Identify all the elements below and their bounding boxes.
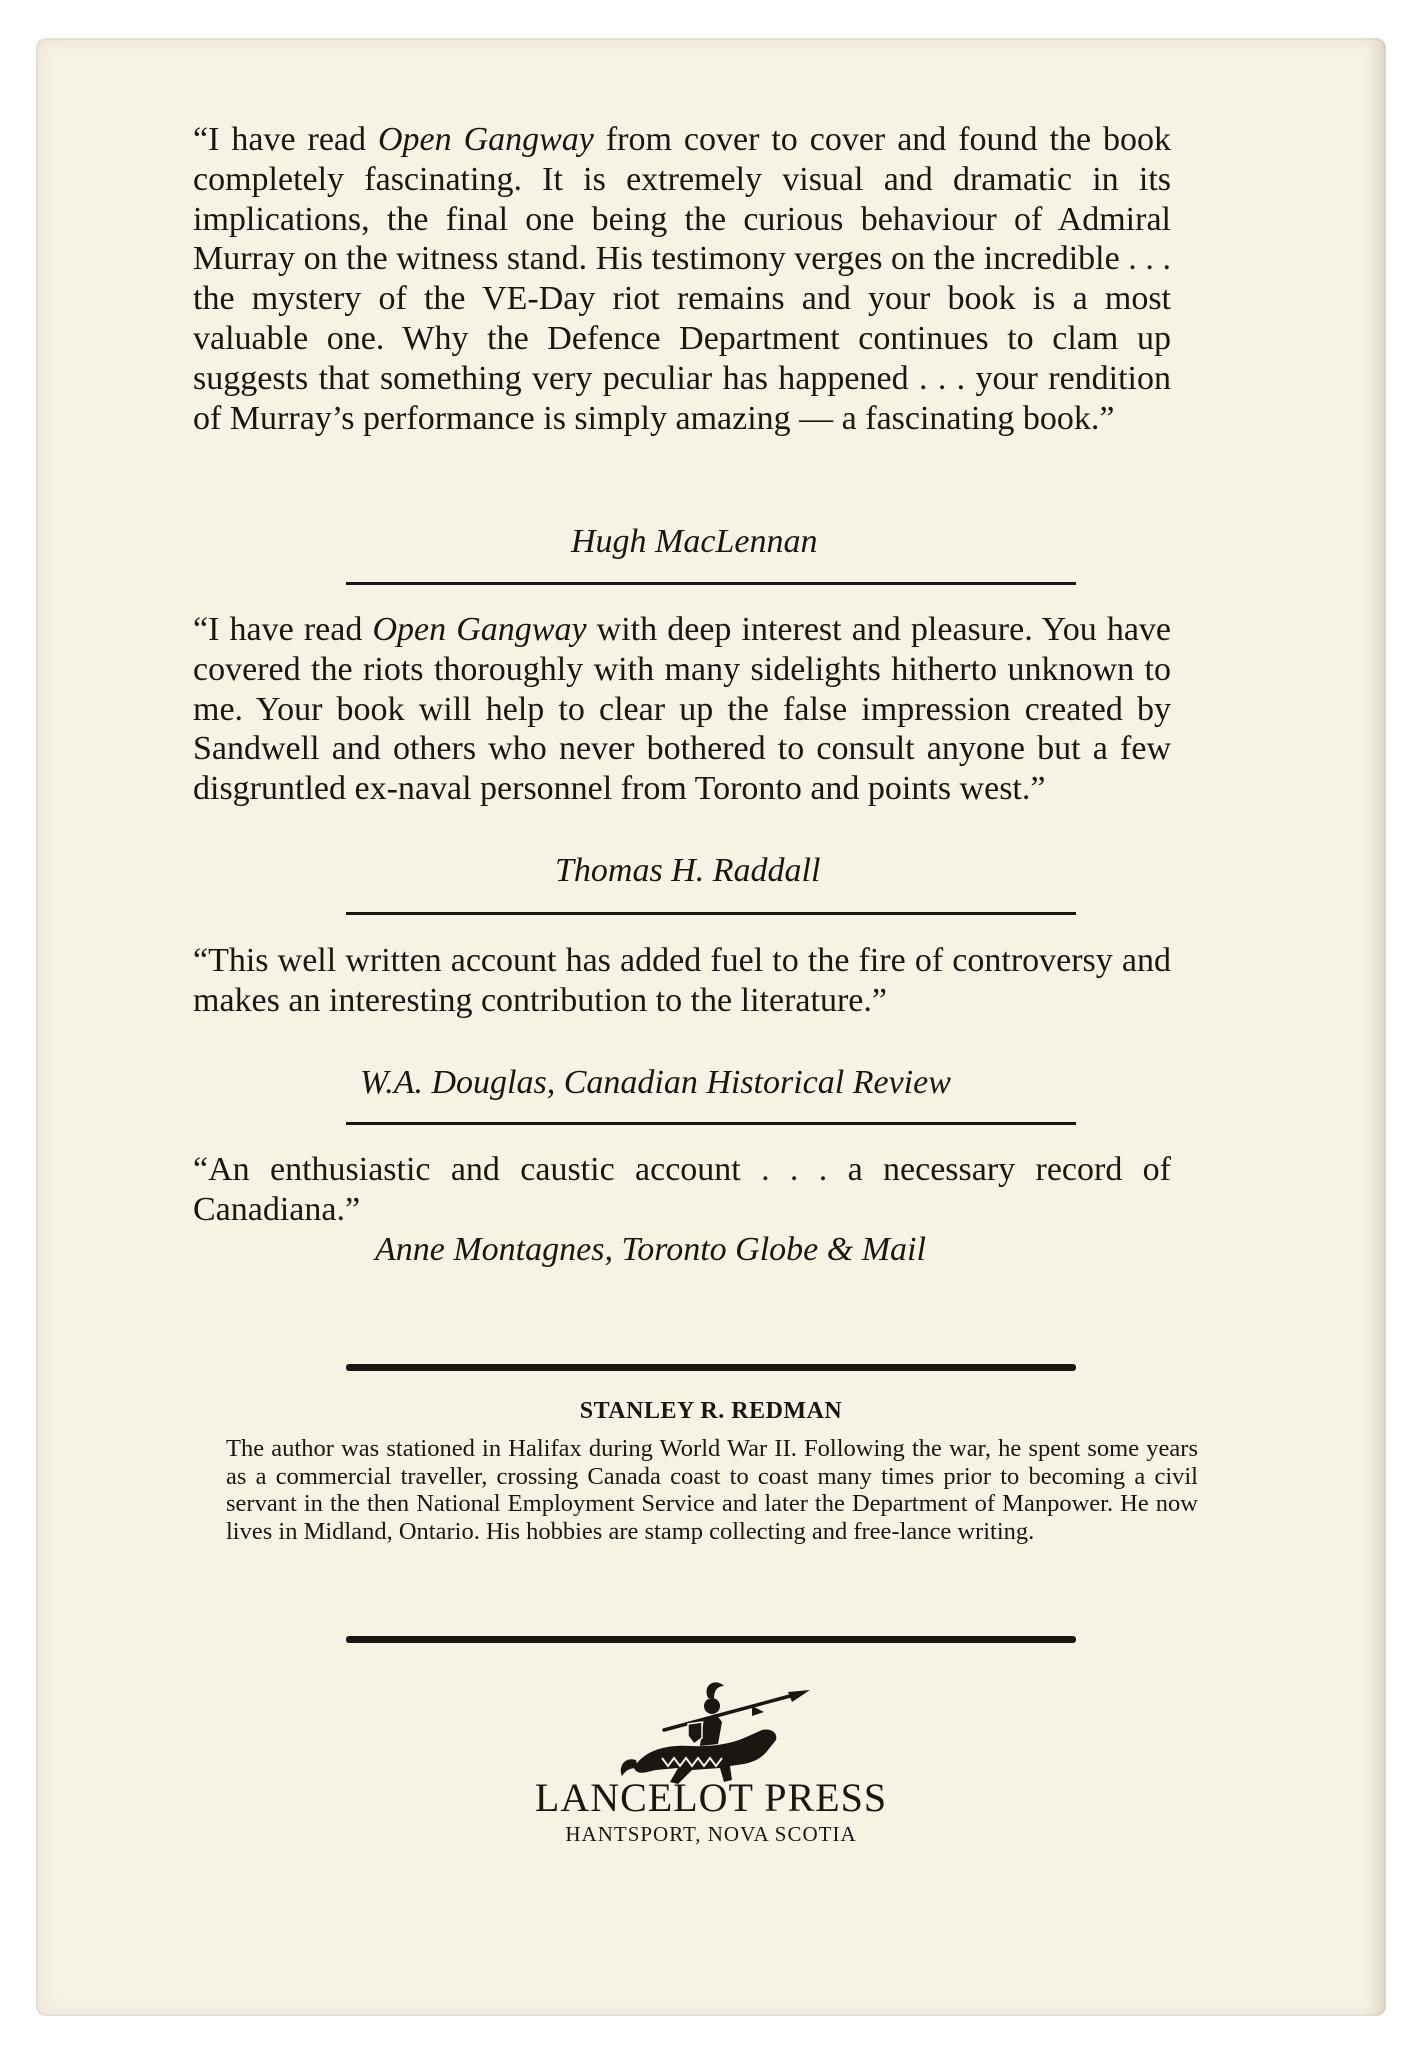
- review-attribution-raddall: Thomas H. Raddall: [555, 852, 821, 889]
- review-quote-douglas: “This well written account has added fuel to the fire of controversy and makes an interesting contribution to the literature.”: [193, 942, 1171, 1019]
- author-name: STANLEY R. REDMAN: [579, 1398, 843, 1424]
- author-section-bottom-rule: [346, 1636, 1076, 1643]
- author-section-top-rule: [346, 1364, 1076, 1371]
- review-quote-maclennan: “I have read Open Gangway from cover to cover and found the book completely fascinating. It is extremely visual and dramatic in its implications, the final one being the curious behaviour of Admiral Murray on the witness stand. His testimony verges on the incredible . . . the mystery of the VE-Day riot remains and your book is a most valuable one. Why the Defence Department continues to clam up suggests that something very peculiar has happened . . . your rendition of Murray’s performance is simply amazing — a fascinating book.”: [193, 121, 1172, 437]
- publisher-name: LANCELOT PRESS: [534, 1775, 888, 1820]
- author-bio: The author was stationed in Halifax during World War II. Following the war, he spent some years as a commercial traveller, crossing Canada coast to coast many times prior to becoming a civil servant in the then National Employment Service and later the Department of Manpower. He now lives in Midland, Ontario. His hobbies are stamp collecting and free-lance writing.: [226, 1435, 1198, 1545]
- publisher-location: HANTSPORT, NOVA SCOTIA: [565, 1822, 857, 1846]
- divider-rule: [346, 582, 1076, 585]
- review-quote-raddall: “I have read Open Gangway with deep interest and pleasure. You have covered the riots thoroughly with many sidelights hitherto unknown to me. Your book will help to clear up the false impression created by Sandwell and others who never bothered to consult anyone but a few disgruntled ex-naval personnel from Toronto and points west.”: [193, 611, 1171, 808]
- review-attribution-maclennan: Hugh MacLennan: [571, 523, 818, 560]
- review-attribution-montagnes: Anne Montagnes, Toronto Globe & Mail: [375, 1231, 926, 1268]
- review-attribution-douglas: W.A. Douglas, Canadian Historical Review: [360, 1064, 951, 1101]
- review-quote-montagnes: “An enthusiastic and caustic account . . . a necessary record of Canadiana.”: [193, 1151, 1171, 1228]
- divider-rule: [346, 1122, 1076, 1125]
- cover-edge-shade: [1366, 38, 1386, 2016]
- divider-rule: [346, 912, 1076, 915]
